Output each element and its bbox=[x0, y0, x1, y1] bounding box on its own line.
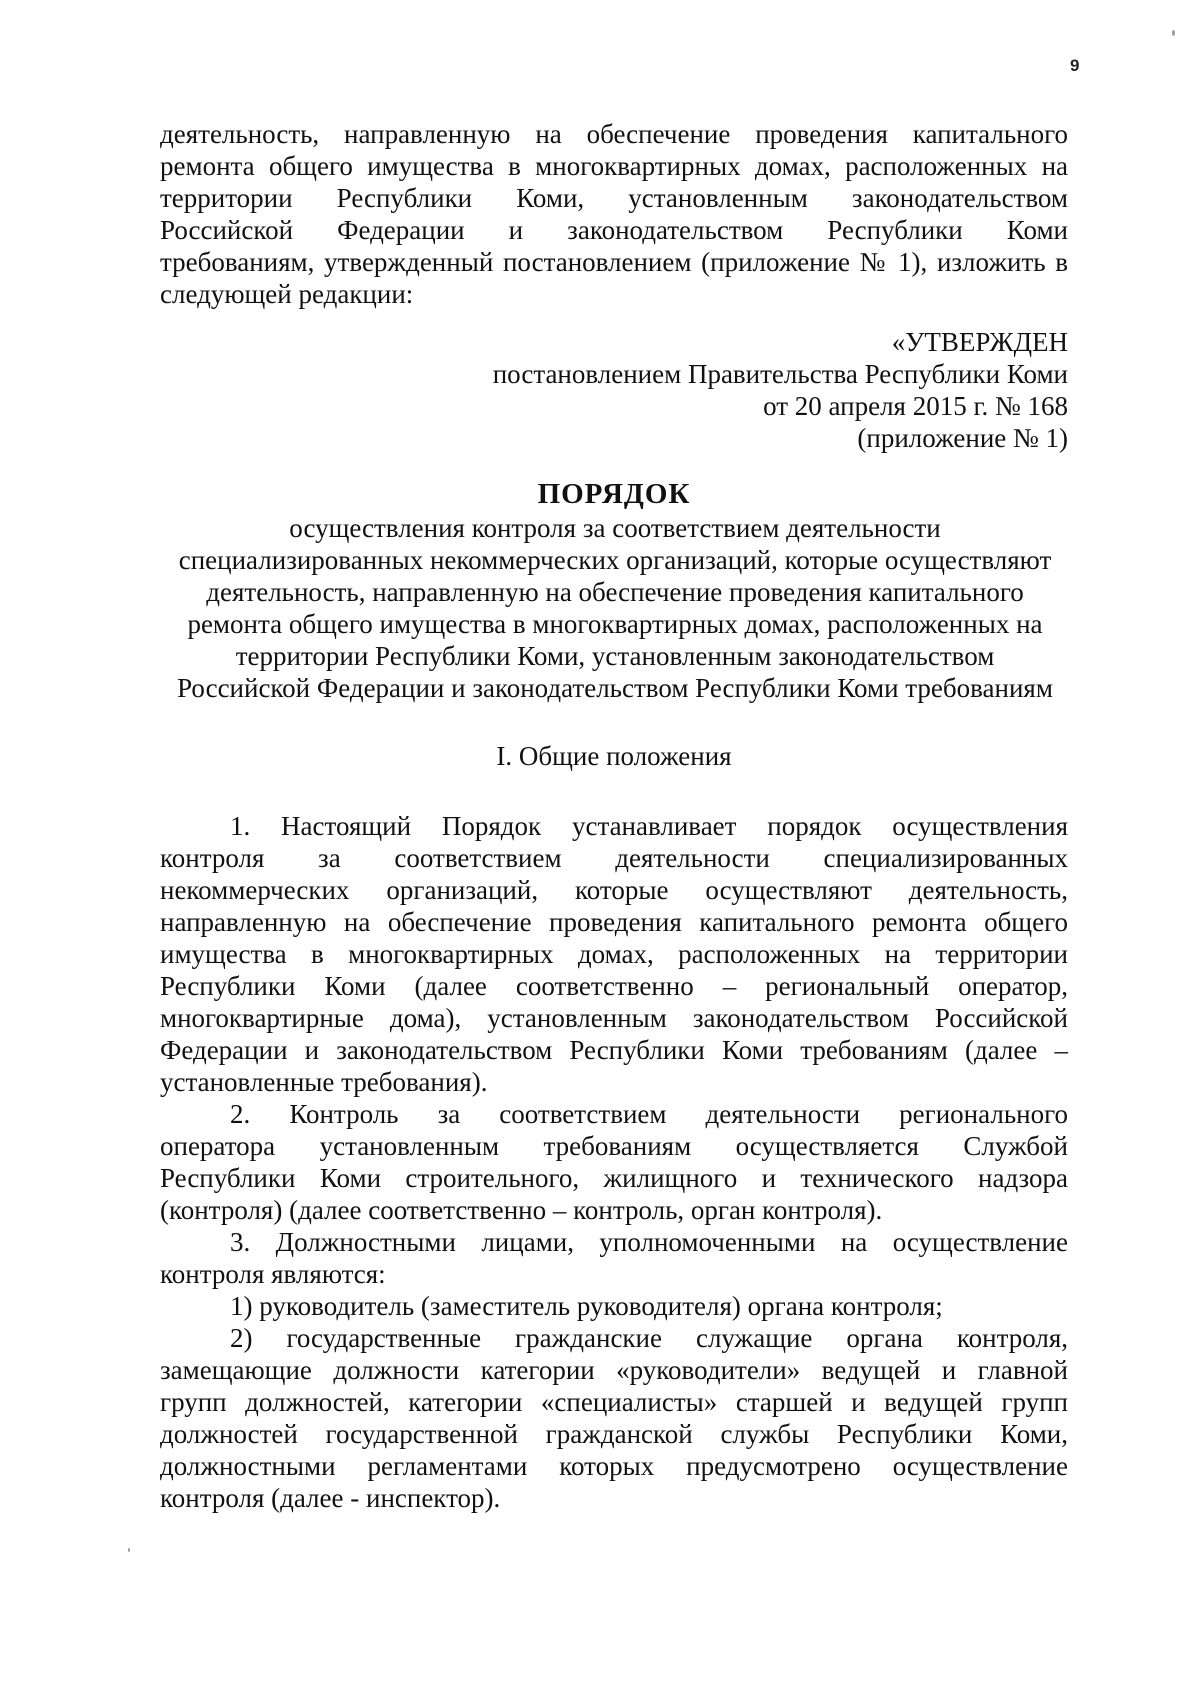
subtitle-line: Российской Федерации и законодательством Республики Коми требованиям bbox=[177, 673, 1053, 703]
section-heading-block bbox=[160, 740, 1068, 772]
paragraph-line: имущества в многоквартирных домах, расположенных на территории bbox=[160, 939, 1068, 969]
list-item-line: групп должностей, категории «специалисты» старшей и ведущей групп bbox=[160, 1387, 1068, 1417]
subtitle-line: территории Республики Коми, установленным законодательством bbox=[235, 641, 995, 671]
intro-line: территории Республики Коми, установленным законодательством bbox=[160, 183, 1068, 213]
list-item-line: замещающие должности категории «руководители» ведущей и главной bbox=[160, 1355, 1068, 1385]
approval-block bbox=[160, 326, 1068, 454]
scan-artifact bbox=[128, 1548, 130, 1552]
list-item-1 bbox=[160, 1290, 1068, 1322]
paragraph-line: Федерации и законодательством Республики Коми требованиям (далее – bbox=[160, 1035, 1068, 1065]
paragraph-line: направленную на обеспечение проведения капитального ремонта общего bbox=[160, 907, 1068, 937]
paragraph-line: (контроля) (далее соответственно – контроль, орган контроля). bbox=[160, 1195, 883, 1225]
paragraph-line: некоммерческих организаций, которые осуществляют деятельность, bbox=[160, 875, 1068, 905]
paragraph-line: установленные требования). bbox=[160, 1067, 488, 1097]
section-heading: I. Общие положения bbox=[496, 741, 732, 771]
approval-line: (приложение № 1) bbox=[857, 423, 1068, 453]
approval-line: от 20 апреля 2015 г. № 168 bbox=[763, 391, 1068, 421]
paragraph-line: 1. Настоящий Порядок устанавливает порядок осуществления bbox=[230, 811, 1068, 841]
paragraph-line: контроля за соответствием деятельности специализированных bbox=[160, 843, 1068, 873]
scan-artifact bbox=[1172, 30, 1175, 36]
document-title: ПОРЯДОК bbox=[537, 478, 691, 510]
paragraph-2 bbox=[160, 1098, 1068, 1226]
document-title-block bbox=[160, 478, 1068, 510]
paragraph-line: 3. Должностными лицами, уполномоченными на осуществление bbox=[230, 1227, 1068, 1257]
paragraph-3 bbox=[160, 1226, 1068, 1290]
intro-line: требованиям, утвержденный постановлением (приложение № 1), изложить в bbox=[160, 247, 1068, 277]
intro-line: деятельность, направленную на обеспечение проведения капитального bbox=[160, 119, 1068, 149]
intro-paragraph bbox=[160, 118, 1068, 310]
document-subtitle bbox=[150, 512, 1080, 704]
subtitle-line: ремонта общего имущества в многоквартирных домах, расположенных на bbox=[187, 609, 1043, 639]
page-number: 9 bbox=[1070, 56, 1080, 75]
paragraph-line: контроля являются: bbox=[160, 1259, 386, 1289]
paragraph-line: 2. Контроль за соответствием деятельности регионального bbox=[230, 1099, 1068, 1129]
list-item-line: должностей государственной гражданской службы Республики Коми, bbox=[160, 1419, 1068, 1449]
list-item-line: должностными регламентами которых предусмотрено осуществление bbox=[160, 1451, 1068, 1481]
intro-line: следующей редакции: bbox=[160, 279, 414, 309]
approval-line: «УТВЕРЖДЕН bbox=[891, 327, 1068, 357]
list-item-2 bbox=[160, 1322, 1068, 1514]
approval-line: постановлением Правительства Республики Коми bbox=[492, 359, 1068, 389]
subtitle-line: осуществления контроля за соответствием деятельности bbox=[289, 513, 941, 543]
paragraph-1 bbox=[160, 810, 1068, 1098]
paragraph-line: оператора установленным требованиям осуществляется Службой bbox=[160, 1131, 1068, 1161]
list-item-line: контроля (далее - инспектор). bbox=[160, 1483, 501, 1513]
list-item-line: 2) государственные гражданские служащие органа контроля, bbox=[230, 1323, 1068, 1353]
subtitle-line: специализированных некоммерческих организаций, которые осуществляют bbox=[178, 545, 1052, 575]
list-item-line: 1) руководитель (заместитель руководителя) органа контроля; bbox=[230, 1291, 943, 1321]
intro-line: Российской Федерации и законодательством Республики Коми bbox=[160, 215, 1068, 245]
subtitle-line: деятельность, направленную на обеспечение проведения капитального bbox=[206, 577, 1024, 607]
paragraph-line: Республики Коми (далее соответственно – региональный оператор, bbox=[160, 971, 1068, 1001]
intro-line: ремонта общего имущества в многоквартирных домах, расположенных на bbox=[160, 151, 1068, 181]
paragraph-line: многоквартирные дома), установленным законодательством Российской bbox=[160, 1003, 1068, 1033]
paragraph-line: Республики Коми строительного, жилищного и технического надзора bbox=[160, 1163, 1068, 1193]
